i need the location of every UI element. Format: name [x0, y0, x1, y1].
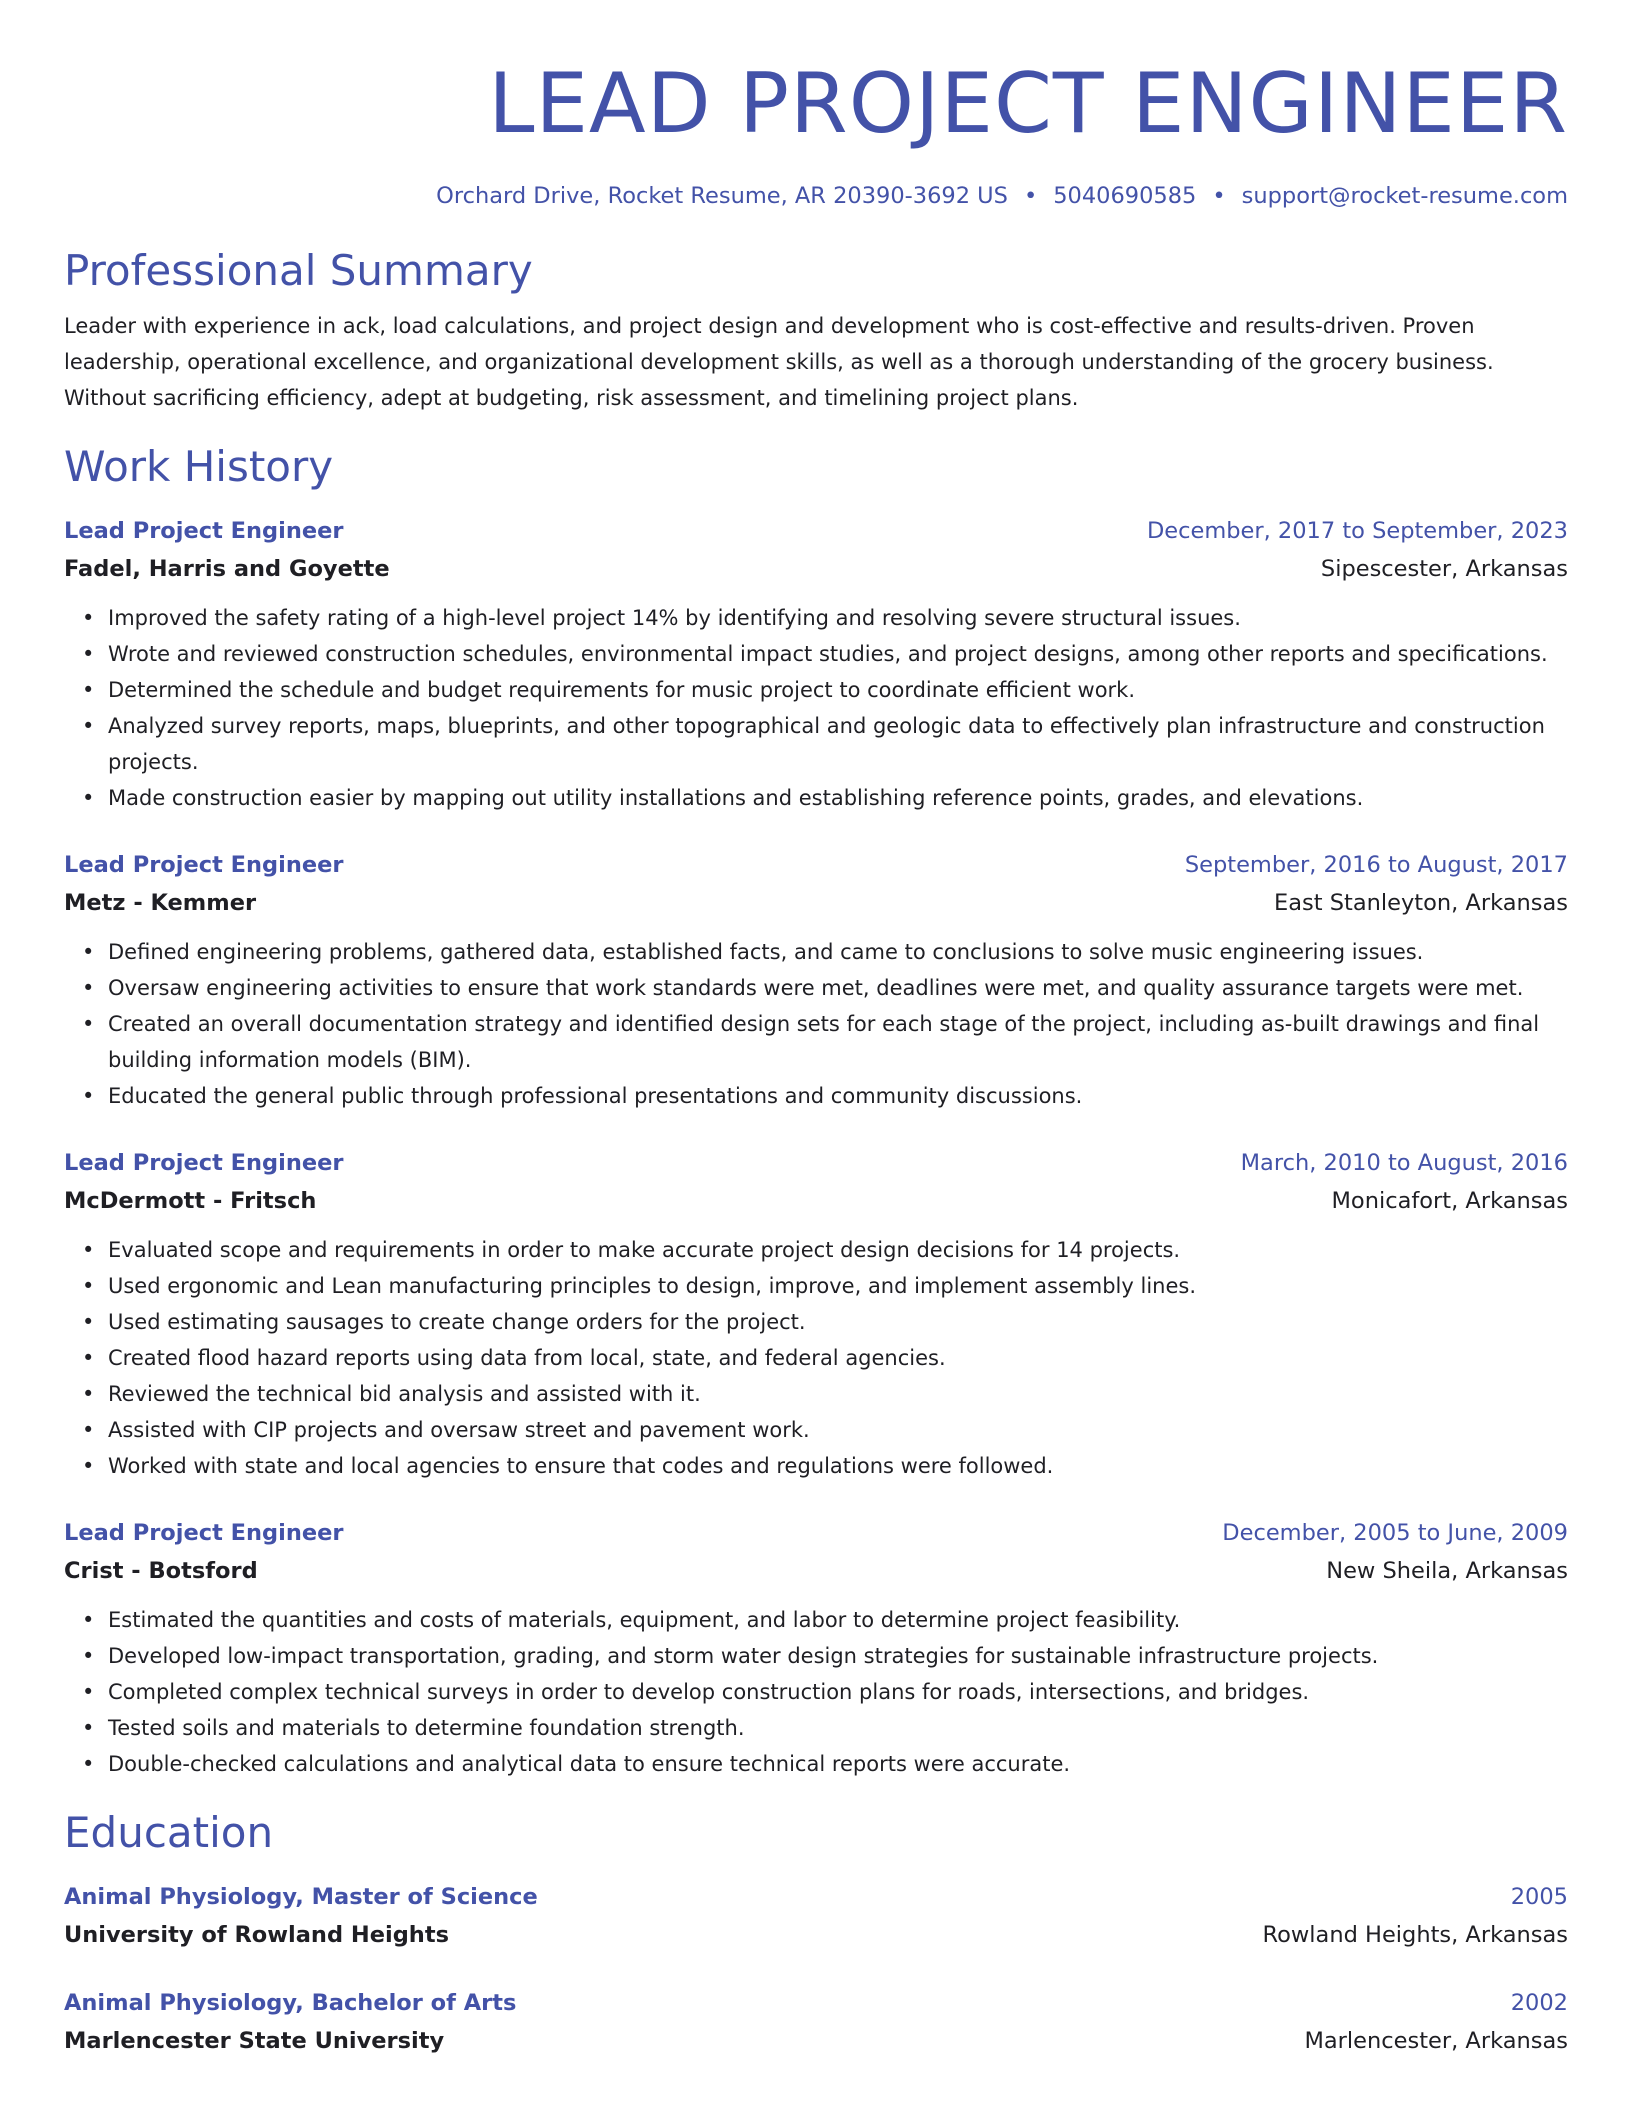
job-entry: [64, 1144, 1568, 1484]
bullet-item: • Tested soils and materials to determine foundation strength.: [108, 1710, 1568, 1746]
education-heading: Education: [64, 1808, 274, 1857]
bullet-icon: •: [82, 1238, 95, 1262]
bullet-icon: •: [82, 1012, 95, 1036]
bullet-item: • Defined engineering problems, gathered data, established facts, and came to conclusions to solve music engineering issues.: [108, 934, 1568, 970]
work-history-heading: Work History: [64, 442, 334, 491]
job-company: Crist - Botsford: [64, 1558, 258, 1584]
resume-title: LEAD PROJECT ENGINEER: [488, 55, 1568, 152]
bullet-item: • Estimated the quantities and costs of materials, equipment, and labor to determine project feasibility.: [108, 1602, 1568, 1638]
bullet-icon: •: [82, 1274, 95, 1298]
bullet-item: • Assisted with CIP projects and oversaw street and pavement work.: [108, 1412, 1568, 1448]
bullet-icon: •: [82, 1346, 95, 1370]
job-entry: [64, 846, 1568, 1114]
job-bullets: [64, 600, 1568, 816]
job-company-row: [64, 884, 1568, 922]
bullet-item: • Worked with state and local agencies to ensure that codes and regulations were followed.: [108, 1448, 1568, 1484]
bullet-item: • Used estimating sausages to create change orders for the project.: [108, 1304, 1568, 1340]
job-dates: March, 2010 to August, 2016: [1240, 1150, 1568, 1176]
job-header-row: [64, 846, 1568, 884]
summary-line: Without sacrificing efficiency, adept at budgeting, risk assessment, and timelining project plans.: [64, 386, 1079, 410]
bullet-icon: •: [82, 1608, 95, 1632]
job-title: Lead Project Engineer: [64, 1520, 344, 1546]
education-year: 2002: [1510, 1990, 1568, 2016]
bullet-icon: •: [82, 940, 95, 964]
bullet-icon: •: [82, 786, 95, 810]
education-header-row: [64, 1984, 1568, 2022]
education-year: 2005: [1510, 1884, 1568, 1910]
bullet-item: • Created an overall documentation strategy and identified design sets for each stage of the project, including as-built drawings and final building information models (BIM).: [108, 1006, 1568, 1078]
summary-line: Leader with experience in ack, load calculations, and project design and development who is cost-effective and results-driven. Proven: [64, 314, 1475, 338]
job-title: Lead Project Engineer: [64, 518, 344, 544]
job-dates: December, 2017 to September, 2023: [1146, 518, 1568, 544]
bullet-item: • Developed low-impact transportation, grading, and storm water design strategies for sustainable infrastructure projects.: [108, 1638, 1568, 1674]
bullet-item: • Completed complex technical surveys in order to develop construction plans for roads, intersections, and bridges.: [108, 1674, 1568, 1710]
bullet-icon: •: [82, 606, 95, 630]
job-location: Sipescester, Arkansas: [1320, 556, 1568, 582]
job-header-row: [64, 512, 1568, 550]
bullet-item: • Determined the schedule and budget requirements for music project to coordinate efficient work.: [108, 672, 1568, 708]
contact-separator: •: [1212, 183, 1226, 209]
job-company-row: [64, 1182, 1568, 1220]
contact-line: [64, 182, 1568, 210]
education-entry: [64, 1878, 1568, 1954]
bullet-icon: •: [82, 1310, 95, 1334]
education-location: Marlencester, Arkansas: [1304, 2028, 1568, 2054]
bullet-icon: •: [82, 1680, 95, 1704]
education-school-row: [64, 1916, 1568, 1954]
bullet-icon: •: [82, 714, 95, 738]
bullet-item: • Improved the safety rating of a high-level project 14% by identifying and resolving severe structural issues.: [108, 600, 1568, 636]
job-location: East Stanleyton, Arkansas: [1274, 890, 1568, 916]
education-school-row: [64, 2022, 1568, 2060]
bullet-item: • Made construction easier by mapping out utility installations and establishing reference points, grades, and elevations.: [108, 780, 1568, 816]
education-entry: [64, 1984, 1568, 2060]
bullet-icon: •: [82, 678, 95, 702]
contact-separator: •: [1023, 183, 1038, 209]
summary-line: leadership, operational excellence, and organizational development skills, as well as a thorough understanding of the grocery business.: [64, 350, 1494, 374]
job-bullets: [64, 1232, 1568, 1484]
bullet-icon: •: [82, 1644, 95, 1668]
education-school: Marlencester State University: [64, 2028, 445, 2054]
job-company: McDermott - Fritsch: [64, 1188, 317, 1214]
job-header-row: [64, 1514, 1568, 1552]
bullet-item: • Analyzed survey reports, maps, blueprints, and other topographical and geologic data to effectively plan infrastructure and construction projects.: [108, 708, 1568, 780]
summary-text: [64, 308, 1568, 416]
bullet-item: • Evaluated scope and requirements in order to make accurate project design decisions for 14 projects.: [108, 1232, 1568, 1268]
job-bullets: [64, 1602, 1568, 1782]
job-header-row: [64, 1144, 1568, 1182]
education-degree: Animal Physiology, Master of Science: [64, 1884, 538, 1910]
bullet-item: • Wrote and reviewed construction schedules, environmental impact studies, and project designs, among other reports and specifications.: [108, 636, 1568, 672]
job-title: Lead Project Engineer: [64, 1150, 344, 1176]
job-company-row: [64, 550, 1568, 588]
job-bullets: [64, 934, 1568, 1114]
bullet-icon: •: [82, 1418, 95, 1442]
education-location: Rowland Heights, Arkansas: [1262, 1922, 1568, 1948]
bullet-item: • Oversaw engineering activities to ensure that work standards were met, deadlines were met, and quality assurance targets were met.: [108, 970, 1568, 1006]
contact-phone: 5040690585: [1053, 183, 1197, 209]
bullet-icon: •: [82, 1084, 95, 1108]
job-title: Lead Project Engineer: [64, 852, 344, 878]
summary-heading: Professional Summary: [64, 246, 533, 295]
bullet-icon: •: [82, 642, 95, 666]
bullet-icon: •: [82, 1752, 95, 1776]
bullet-item: • Used ergonomic and Lean manufacturing principles to design, improve, and implement assembly lines.: [108, 1268, 1568, 1304]
contact-email: support@rocket-resume.com: [1241, 183, 1568, 209]
job-entry: [64, 512, 1568, 816]
contact-address: Orchard Drive, Rocket Resume, AR 20390-3692 US: [436, 183, 1008, 209]
job-location: New Sheila, Arkansas: [1326, 1558, 1568, 1584]
bullet-item: • Double-checked calculations and analytical data to ensure technical reports were accurate.: [108, 1746, 1568, 1782]
job-entry: [64, 1514, 1568, 1782]
job-dates: September, 2016 to August, 2017: [1184, 852, 1568, 878]
education-header-row: [64, 1878, 1568, 1916]
job-dates: December, 2005 to June, 2009: [1222, 1520, 1568, 1546]
education-school: University of Rowland Heights: [64, 1922, 449, 1948]
bullet-icon: •: [82, 1454, 95, 1478]
bullet-icon: •: [82, 1716, 95, 1740]
bullet-item: • Reviewed the technical bid analysis and assisted with it.: [108, 1376, 1568, 1412]
job-location: Monicafort, Arkansas: [1331, 1188, 1568, 1214]
job-company: Fadel, Harris and Goyette: [64, 556, 390, 582]
job-company: Metz - Kemmer: [64, 890, 257, 916]
education-degree: Animal Physiology, Bachelor of Arts: [64, 1990, 517, 2016]
job-company-row: [64, 1552, 1568, 1590]
bullet-item: • Educated the general public through professional presentations and community discussions.: [108, 1078, 1568, 1114]
bullet-icon: •: [82, 1382, 95, 1406]
bullet-item: • Created flood hazard reports using data from local, state, and federal agencies.: [108, 1340, 1568, 1376]
bullet-icon: •: [82, 976, 95, 1000]
